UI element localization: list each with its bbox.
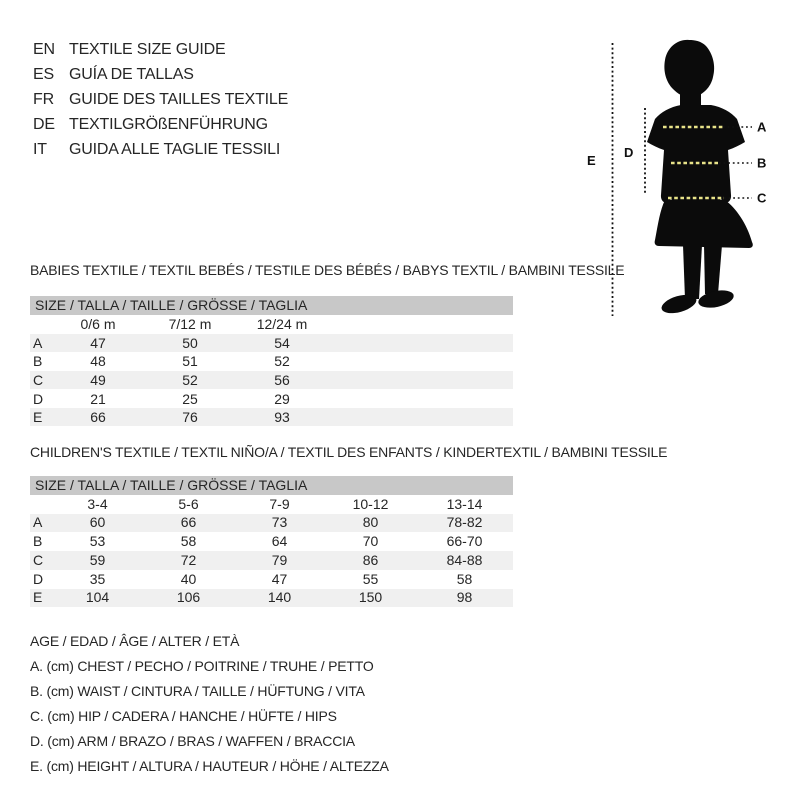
legend-item-hip: C. (cm) HIP / CADERA / HANCHE / HÜFTE / HIPS xyxy=(30,708,337,724)
language-title: TEXTILE SIZE GUIDE xyxy=(69,41,226,58)
figure-label-chest: A xyxy=(757,119,767,135)
table-cell: 84-88 xyxy=(446,551,483,568)
child-silhouette-icon xyxy=(647,40,753,317)
table-cell: 40 xyxy=(180,570,197,587)
figure-label-height: E xyxy=(587,153,596,168)
babies-size-header-bar: SIZE / TALLA / TAILLE / GRÖSSE / TAGLIA xyxy=(30,296,513,315)
language-row xyxy=(33,137,288,162)
table-cell: 66 xyxy=(180,514,197,531)
row-label: D xyxy=(33,570,44,587)
legend-item-chest: A. (cm) CHEST / PECHO / POITRINE / TRUHE / PETTO xyxy=(30,658,374,674)
column-header-cell: 10-12 xyxy=(352,495,389,512)
column-header-cell: 12/24 m xyxy=(256,316,308,333)
language-row xyxy=(33,62,288,87)
table-cell: 35 xyxy=(89,570,106,587)
language-code: IT xyxy=(33,141,47,158)
legend-item-waist: B. (cm) WAIST / CINTURA / TAILLE / HÜFTUNG / VITA xyxy=(30,683,365,699)
table-cell: 80 xyxy=(362,514,379,531)
table-row xyxy=(30,371,513,390)
column-header-cell: 7/12 m xyxy=(168,316,212,333)
table-row xyxy=(30,514,513,533)
column-header-cell: 3-4 xyxy=(87,495,108,512)
table-cell: 58 xyxy=(180,532,197,549)
children-section-heading: CHILDREN'S TEXTILE / TEXTIL NIÑO/A / TEXTIL DES ENFANTS / KINDERTEXTIL / BAMBINI TESSILE xyxy=(30,444,668,460)
table-cell: 51 xyxy=(182,353,198,370)
language-row xyxy=(33,37,288,62)
table-row xyxy=(30,551,513,570)
table-cell: 21 xyxy=(90,390,106,407)
language-code: ES xyxy=(33,66,54,83)
language-row xyxy=(33,112,288,137)
table-row xyxy=(30,532,513,551)
legend-item-height: E. (cm) HEIGHT / ALTURA / HAUTEUR / HÖHE / ALTEZZA xyxy=(30,758,389,774)
figure-label-waist: B xyxy=(757,155,767,171)
table-cell: 47 xyxy=(271,570,288,587)
row-label: E xyxy=(33,409,43,426)
table-cell: 70 xyxy=(362,532,379,549)
row-label: A xyxy=(33,514,43,531)
table-cell: 98 xyxy=(456,589,473,606)
table-cell: 48 xyxy=(90,353,106,370)
table-cell: 76 xyxy=(182,409,198,426)
table-cell: 29 xyxy=(274,390,290,407)
language-title: GUIDA ALLE TAGLIE TESSILI xyxy=(69,141,281,158)
table-cell: 86 xyxy=(362,551,379,568)
measurement-legend xyxy=(30,629,389,779)
table-cell: 150 xyxy=(358,589,383,606)
table-row xyxy=(30,589,513,608)
children-column-header-row xyxy=(30,495,513,514)
table-cell: 93 xyxy=(274,409,290,426)
table-cell: 25 xyxy=(182,390,198,407)
table-cell: 56 xyxy=(274,371,290,388)
babies-size-table xyxy=(30,296,513,426)
language-title: GUÍA DE TALLAS xyxy=(69,66,194,83)
children-size-header-bar: SIZE / TALLA / TAILLE / GRÖSSE / TAGLIA xyxy=(30,476,513,495)
row-label: B xyxy=(33,353,43,370)
table-cell: 52 xyxy=(274,353,290,370)
table-cell: 106 xyxy=(176,589,201,606)
table-cell: 73 xyxy=(271,514,288,531)
language-code: DE xyxy=(33,116,55,133)
legend-item-arm: D. (cm) ARM / BRAZO / BRAS / WAFFEN / BRACCIA xyxy=(30,733,355,749)
table-cell: 53 xyxy=(89,532,106,549)
row-label: C xyxy=(33,551,44,568)
figure-label-hip: C xyxy=(757,190,767,206)
table-cell: 55 xyxy=(362,570,379,587)
table-cell: 54 xyxy=(274,334,290,351)
table-cell: 78-82 xyxy=(446,514,483,531)
row-label: B xyxy=(33,532,43,549)
language-code: EN xyxy=(33,41,55,58)
table-cell: 140 xyxy=(267,589,292,606)
language-title: TEXTILGRÖßENFÜHRUNG xyxy=(69,116,268,133)
table-cell: 47 xyxy=(90,334,106,351)
table-cell: 66-70 xyxy=(446,532,483,549)
row-label: E xyxy=(33,589,43,606)
children-size-table xyxy=(30,476,513,607)
table-cell: 66 xyxy=(90,409,106,426)
babies-section-heading: BABIES TEXTILE / TEXTIL BEBÉS / TESTILE DES BÉBÉS / BABYS TEXTIL / BAMBINI TESSILE xyxy=(30,262,625,278)
table-cell: 72 xyxy=(180,551,197,568)
table-cell: 49 xyxy=(90,371,106,388)
table-row xyxy=(30,408,513,427)
table-row xyxy=(30,352,513,371)
table-row xyxy=(30,334,513,353)
language-title: GUIDE DES TAILLES TEXTILE xyxy=(69,91,289,108)
babies-column-header-row xyxy=(30,315,513,334)
column-header-cell: 13-14 xyxy=(446,495,483,512)
column-header-cell: 7-9 xyxy=(269,495,290,512)
language-code: FR xyxy=(33,91,54,108)
table-cell: 58 xyxy=(456,570,473,587)
row-label: D xyxy=(33,390,44,407)
table-cell: 104 xyxy=(85,589,110,606)
table-row xyxy=(30,570,513,589)
table-row xyxy=(30,389,513,408)
language-title-list xyxy=(33,37,288,162)
table-cell: 59 xyxy=(89,551,106,568)
child-silhouette-figure xyxy=(575,25,800,325)
row-label: A xyxy=(33,334,43,351)
column-header-cell: 0/6 m xyxy=(80,316,116,333)
table-cell: 60 xyxy=(89,514,106,531)
table-cell: 64 xyxy=(271,532,288,549)
language-row xyxy=(33,87,288,112)
legend-age-line: AGE / EDAD / ÂGE / ALTER / ETÀ xyxy=(30,633,240,649)
table-cell: 52 xyxy=(182,371,198,388)
row-label: C xyxy=(33,371,44,388)
figure-label-arm: D xyxy=(624,145,634,160)
column-header-cell: 5-6 xyxy=(178,495,199,512)
table-cell: 79 xyxy=(271,551,288,568)
table-cell: 50 xyxy=(182,334,198,351)
